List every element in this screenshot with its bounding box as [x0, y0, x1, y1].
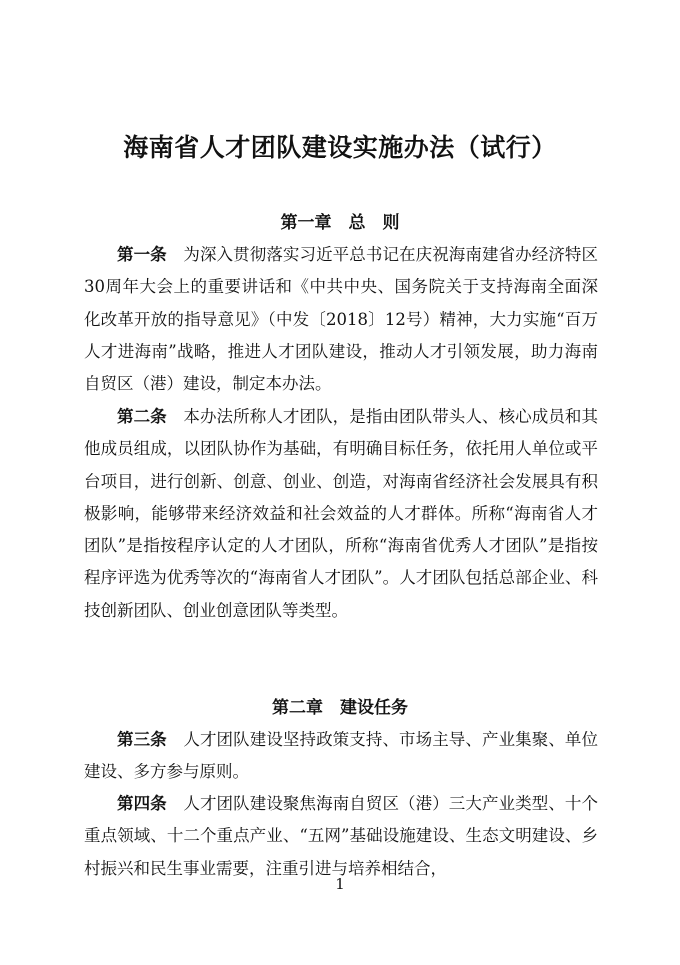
article-label: 第三条	[117, 730, 167, 749]
document-title: 海南省人才团队建设实施办法（试行）	[123, 133, 557, 162]
article-paragraph	[84, 239, 598, 400]
chapter-heading: 第二章 建设任务	[272, 698, 408, 718]
article-paragraph	[84, 401, 598, 627]
article-paragraph	[84, 788, 598, 885]
article-label: 第二条	[117, 407, 167, 426]
chapter-heading: 第一章 总 则	[280, 213, 400, 233]
article-text: 人才团队建设坚持政策支持、市场主导、产业集聚、单位建设、多方参与原则。	[84, 730, 599, 782]
article-text: 人才团队建设聚焦海南自贸区（港）三大产业类型、十个重点领域、十二个重点产业、“五网”基础设施建设、生态文明建设、乡村振兴和民生事业需要，注重引进与培养相结合，	[84, 794, 599, 878]
page-number: 1	[335, 875, 345, 893]
article-paragraph	[84, 724, 598, 789]
article-label: 第四条	[117, 794, 167, 813]
article-text: 为深入贯彻落实习近平总书记在庆祝海南建省办经济特区30周年大会上的重要讲话和《中共中央、国务院关于支持海南全面深化改革开放的指导意见》（中发〔2018〕12号）精神，大力实施“百万人才进海南”战略，推进人才团队建设，推动人才引领发展，助力海南自贸区（港）建设，制定本办法。	[84, 245, 599, 394]
article-text: 本办法所称人才团队，是指由团队带头人、核心成员和其他成员组成，以团队协作为基础，有明确目标任务，依托用人单位或平台项目，进行创新、创意、创业、创造，对海南省经济社会发展具有积极影响，能够带来经济效益和社会效益的人才群体。所称“海南省人才团队”是指按程序认定的人才团队，所称“海南省优秀人才团队”是指按程序评选为优秀等次的“海南省人才团队”。人才团队包括总部企业、科技创新团队、创业创意团队等类型。	[84, 407, 599, 620]
article-label: 第一条	[117, 245, 167, 264]
